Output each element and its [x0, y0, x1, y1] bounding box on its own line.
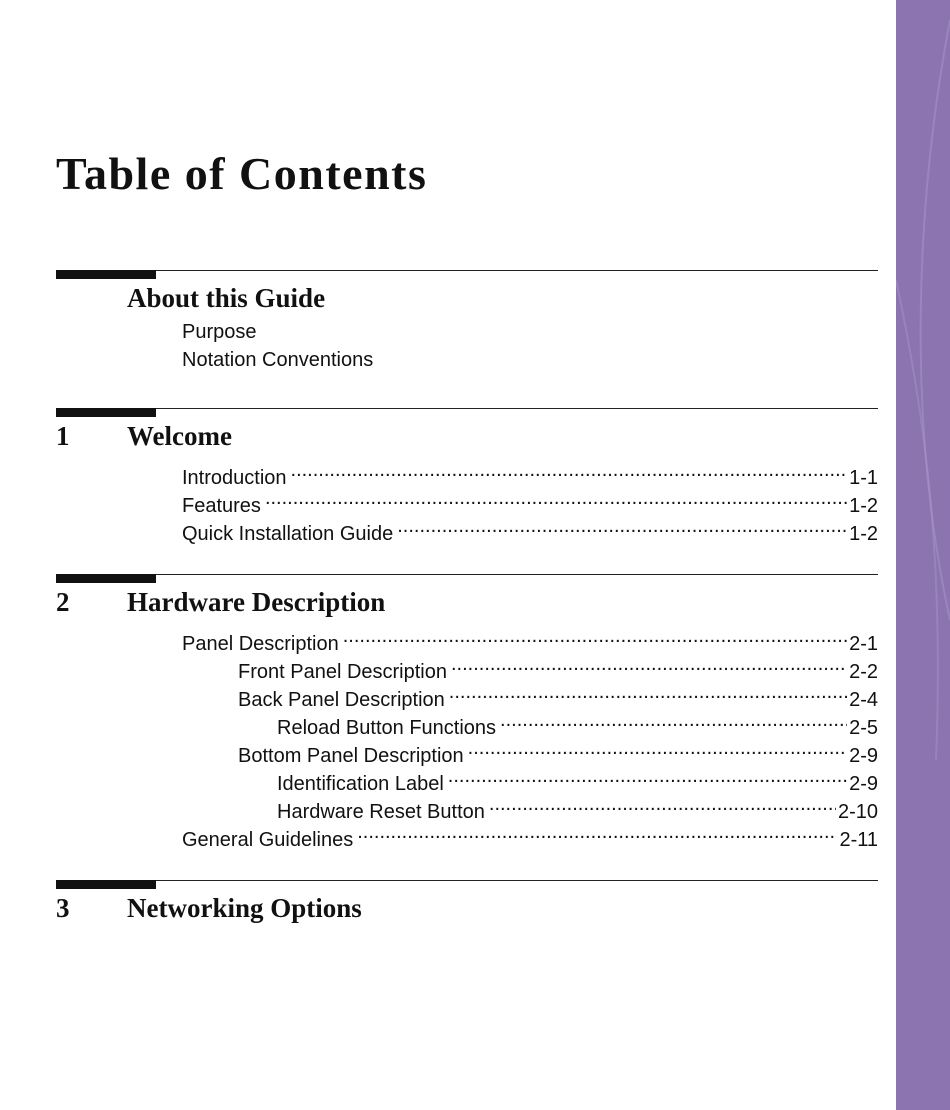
dot-leader [449, 678, 847, 706]
section-number: 3 [56, 893, 70, 923]
section-about-this-guide [56, 270, 878, 374]
toc-entry[interactable] [56, 512, 878, 545]
section-title[interactable]: Hardware Description [127, 587, 386, 617]
dot-leader [291, 456, 848, 484]
toc-entry-label: Notation Conventions [182, 349, 374, 371]
toc-entry-label: Bottom Panel Description [238, 745, 464, 767]
toc-entry[interactable] [56, 790, 878, 823]
toc-entry-list [56, 456, 878, 545]
toc-entry-label: Panel Description [182, 633, 339, 655]
toc-entry-label: Introduction [182, 467, 287, 489]
band-swirl-decoration [896, 0, 950, 1110]
section-title[interactable]: About this Guide [127, 283, 326, 313]
toc-entry-page: 2-1 [849, 633, 878, 655]
toc-entry-page: 2-2 [849, 661, 878, 683]
section-welcome [56, 408, 878, 545]
toc-entry-label: Identification Label [277, 773, 444, 795]
toc-entry-page: 2-5 [849, 717, 878, 739]
section-number: 1 [56, 421, 70, 451]
toc-entry-label: Features [182, 495, 261, 517]
side-tab-band [896, 0, 950, 1110]
toc-entry[interactable] [56, 622, 878, 655]
toc-entry[interactable] [56, 678, 878, 711]
section-heading [56, 584, 878, 622]
section-heading [56, 280, 878, 318]
toc-entry-label: General Guidelines [182, 829, 354, 851]
section-divider [56, 408, 878, 418]
toc-entry-label: Hardware Reset Button [277, 801, 485, 823]
dot-leader [343, 622, 847, 650]
dot-leader [451, 650, 847, 678]
section-number: 2 [56, 587, 70, 617]
dot-leader [357, 818, 837, 846]
toc-entry[interactable] [56, 650, 878, 683]
dot-leader [397, 512, 847, 540]
section-heading [56, 418, 878, 456]
toc-entry[interactable] [56, 456, 878, 489]
toc-entry-page: 2-10 [837, 801, 878, 823]
toc-entry-list [56, 622, 878, 851]
section-heading [56, 890, 878, 928]
page-title: Table of Contents [56, 148, 428, 199]
toc-entry-page: 2-11 [839, 829, 878, 851]
section-divider [56, 270, 878, 280]
toc-entry-page: 1-2 [849, 495, 878, 517]
dot-leader [500, 706, 847, 734]
toc-entry-label: Front Panel Description [238, 661, 447, 683]
toc-entry-label: Reload Button Functions [277, 717, 497, 739]
toc-entry[interactable] [56, 818, 878, 851]
toc-entry[interactable] [56, 734, 878, 767]
toc-entry-label: Back Panel Description [238, 689, 445, 711]
toc-entry[interactable] [56, 484, 878, 517]
toc-entry-page: 1-2 [849, 523, 878, 545]
toc-entry[interactable] [56, 346, 878, 374]
section-title[interactable]: Networking Options [127, 893, 362, 923]
toc-entry[interactable] [56, 762, 878, 795]
toc-entry-page: 2-4 [849, 689, 878, 711]
section-divider [56, 880, 878, 890]
toc-entry-label: Quick Installation Guide [182, 523, 394, 545]
toc-entry[interactable] [56, 706, 878, 739]
toc-entry-list [56, 318, 878, 374]
toc-entry-label: Purpose [182, 321, 257, 343]
toc-entry-page: 2-9 [849, 773, 878, 795]
dot-leader [489, 790, 836, 818]
toc-entry-page: 2-9 [849, 745, 878, 767]
section-networking-options [56, 880, 878, 928]
section-hardware-description [56, 574, 878, 851]
dot-leader [468, 734, 847, 762]
section-divider [56, 574, 878, 584]
dot-leader [448, 762, 847, 790]
toc-entry[interactable] [56, 318, 878, 346]
toc-entry-page: 1-1 [849, 467, 878, 489]
dot-leader [265, 484, 847, 512]
section-title[interactable]: Welcome [127, 421, 232, 451]
